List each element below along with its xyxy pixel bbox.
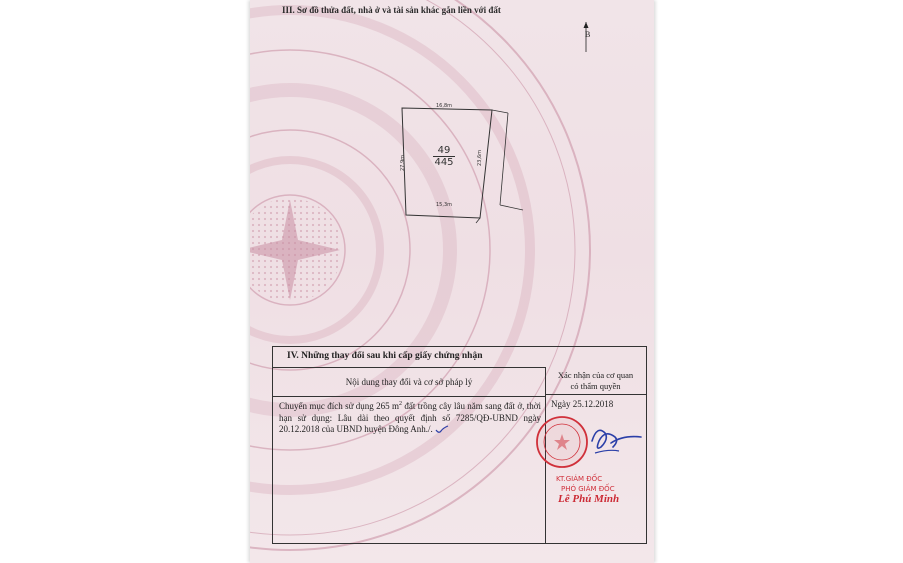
certificate-page	[250, 0, 654, 563]
column-header-confirmation-line1: Xác nhận của cơ quan	[557, 370, 634, 380]
plot-diagram	[390, 95, 530, 225]
column-header-confirmation-line2: có thẩm quyền	[570, 381, 621, 391]
changes-table	[272, 346, 647, 544]
column-header-content: Nội dung thay đổi và cơ sở pháp lý	[273, 367, 546, 397]
plot-number: 49	[437, 145, 451, 156]
section-3-title: III. Sơ đồ thửa đất, nhà ở và tài sản khác gắn liền với đất	[282, 5, 501, 15]
column-header-confirmation	[545, 367, 646, 395]
signer-kt-title: KT.GIÁM ĐỐC	[556, 475, 603, 483]
plot-dim-top: 16,8m	[436, 103, 453, 109]
content-part1: Chuyển mục đích sử dụng 265 m	[279, 401, 400, 411]
section-4-title: IV. Những thay đổi sau khi cấp giấy chứng nhận	[287, 351, 483, 361]
change-content	[279, 399, 541, 436]
signer-position: PHÓ GIÁM ĐỐC	[561, 485, 615, 493]
plot-number-area	[433, 145, 455, 168]
north-label: B	[585, 30, 591, 39]
official-seal-icon	[535, 415, 589, 469]
signature-icon	[589, 421, 645, 457]
initial-check-mark-icon	[435, 425, 449, 435]
plot-dim-left: 27,9m	[400, 154, 407, 172]
content-superscript: 2	[399, 401, 403, 407]
plot-dim-bottom: 15,3m	[436, 202, 453, 208]
signer-name: Lê Phú Minh	[558, 493, 620, 505]
confirmation-date: Ngày 25.12.2018	[551, 399, 614, 409]
plot-dim-right: 23,6m	[477, 149, 484, 167]
plot-area: 445	[434, 157, 454, 168]
content-part2: đất trồng cây lâu năm sang đất ở, thời hạn sử dụng: Lâu dài theo quyết định số 7285/QĐ-UBND ngày 20.12.2018 của UBND huyện Đông Anh./.	[279, 401, 541, 434]
